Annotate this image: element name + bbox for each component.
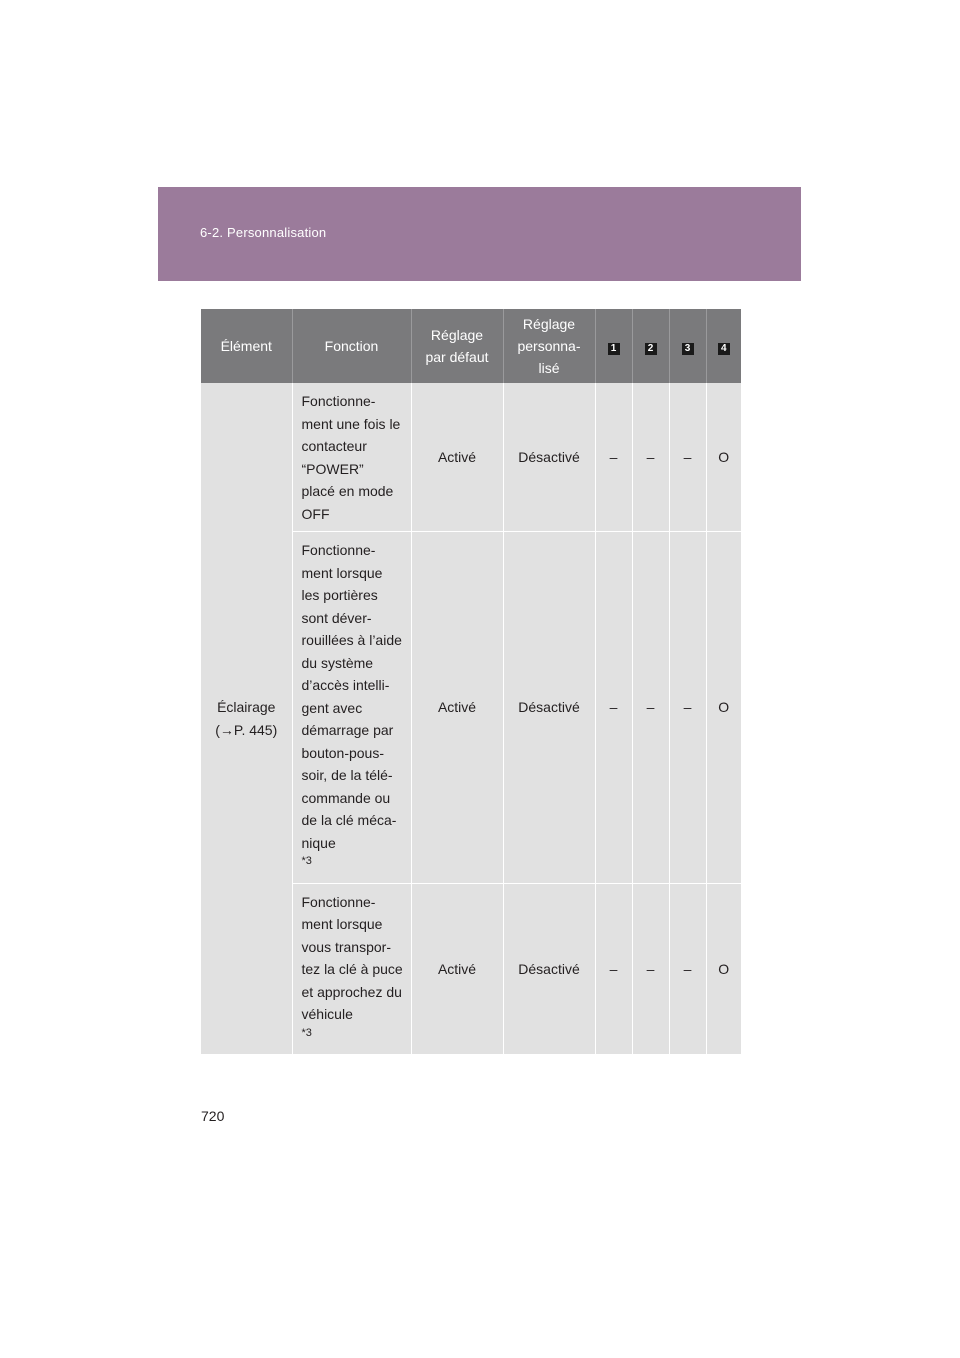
function-cell <box>292 532 411 884</box>
function-cell <box>292 883 411 1055</box>
table-header-row <box>201 309 741 383</box>
number-4-badge: 4 <box>718 343 730 355</box>
mark-cell-3: – <box>669 532 706 884</box>
function-line: sont déver- <box>301 609 372 626</box>
header-element: Élément <box>201 309 292 383</box>
number-3-badge: 3 <box>682 343 694 355</box>
section-title: 6-2. Personnalisation <box>200 225 327 240</box>
custom-setting-cell: Désactivé <box>503 383 595 532</box>
mark-cell-2: – <box>632 383 669 532</box>
footnote-ref: *3 <box>301 855 312 867</box>
function-line-last <box>302 1003 407 1048</box>
function-line-text: véhicule <box>301 1006 353 1022</box>
mark-cell-1: – <box>595 383 632 532</box>
function-cell <box>292 383 411 532</box>
mark-cell-4: O <box>706 883 741 1055</box>
header-default-line: Réglage <box>430 327 484 343</box>
mark-cell-4: O <box>706 383 741 532</box>
header-number-3 <box>669 309 706 383</box>
function-line-last <box>302 832 407 877</box>
mark-cell-1: – <box>595 532 632 884</box>
function-line: ment lorsque <box>301 564 383 581</box>
mark-cell-3: – <box>669 883 706 1055</box>
function-line: de la clé méca- <box>301 812 397 828</box>
function-line: ment une fois le <box>301 415 401 432</box>
function-line: placé en mode <box>301 483 394 499</box>
function-line: “POWER” <box>301 460 364 477</box>
function-line: bouton-pous- <box>301 744 385 761</box>
function-line: Fonctionne- <box>301 393 376 409</box>
function-line: Fonctionne- <box>301 542 376 558</box>
header-default-line: par défaut <box>425 349 489 365</box>
element-name: Éclairage <box>217 699 276 715</box>
function-line: commande ou <box>301 789 391 806</box>
element-page-ref: (→P. 445) <box>215 721 278 738</box>
element-cell <box>201 383 292 1055</box>
default-setting-cell: Activé <box>411 383 503 532</box>
mark-cell-2: – <box>632 883 669 1055</box>
function-line-text: nique <box>301 834 336 851</box>
header-custom-line: Réglage <box>522 316 576 332</box>
function-line: vous transpor- <box>301 938 391 955</box>
mark-cell-2: – <box>632 532 669 884</box>
mark-cell-3: – <box>669 383 706 532</box>
header-custom-line: lisé <box>538 360 560 376</box>
header-custom-setting <box>503 309 595 383</box>
function-line: OFF <box>301 505 330 522</box>
header-number-1 <box>595 309 632 383</box>
header-number-2 <box>632 309 669 383</box>
page-number: 720 <box>201 1108 225 1124</box>
function-line: contacteur <box>301 438 367 454</box>
function-line: gent avec <box>301 699 363 716</box>
function-line: tez la clé à puce <box>301 961 403 977</box>
mark-cell-1: – <box>595 883 632 1055</box>
function-line: les portières <box>301 587 378 603</box>
function-line: démarrage par <box>301 722 394 738</box>
function-line: soir, de la télé- <box>301 767 393 783</box>
number-2-badge: 2 <box>645 343 657 355</box>
function-line: d’accès intelli- <box>301 677 390 693</box>
default-setting-cell: Activé <box>411 532 503 884</box>
footnote-ref: *3 <box>301 1026 312 1039</box>
header-function: Fonction <box>292 309 411 383</box>
function-line: ment lorsque <box>301 916 383 932</box>
function-line: et approchez du <box>301 983 402 1000</box>
function-line: Fonctionne- <box>301 893 376 910</box>
default-setting-cell: Activé <box>411 883 503 1055</box>
function-line: du système <box>301 654 374 671</box>
table-row <box>201 383 741 532</box>
mark-cell-4: O <box>706 532 741 884</box>
header-custom-line: personna- <box>517 338 581 354</box>
header-default-setting <box>411 309 503 383</box>
function-line: rouillées à l’aide <box>301 632 402 648</box>
header-number-4 <box>706 309 741 383</box>
section-header-band <box>158 187 801 281</box>
customization-table <box>201 309 741 1055</box>
custom-setting-cell: Désactivé <box>503 532 595 884</box>
number-1-badge: 1 <box>608 343 620 355</box>
custom-setting-cell: Désactivé <box>503 883 595 1055</box>
